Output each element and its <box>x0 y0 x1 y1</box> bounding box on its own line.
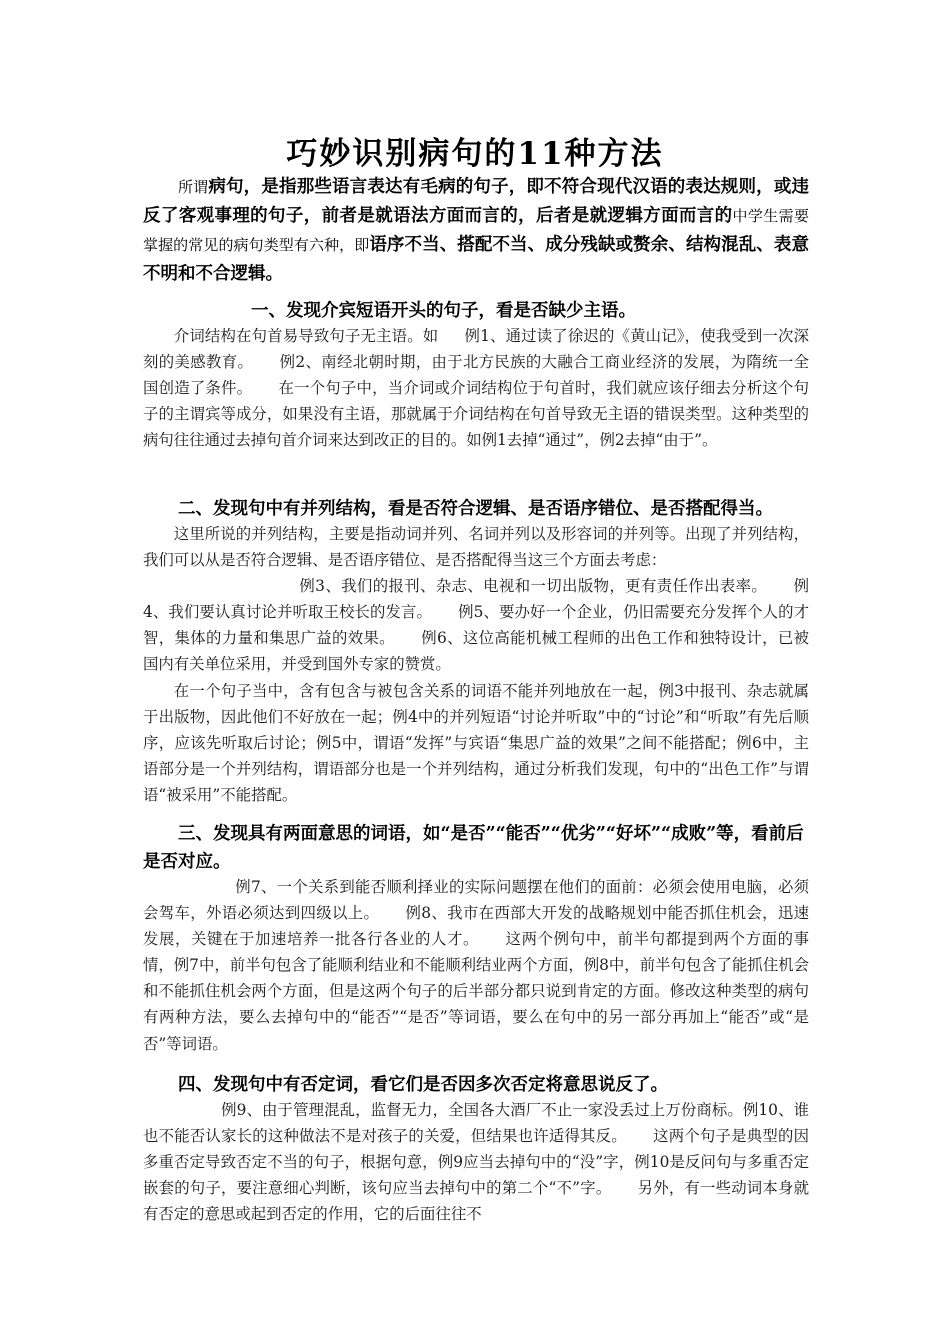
intro-paragraph <box>143 173 809 289</box>
section-3-heading: 三、发现具有两面意思的词语，如“是否”“能否”“优劣”“好坏”“成败”等，看前后是否对应。 <box>143 824 804 872</box>
section-2-intro: 这里所说的并列结构，主要是指动词并列、名词并列以及形容词的并列等。出现了并列结构，我们可以从是否符合逻辑、是否语序错位、是否搭配得当这三个方面去考虑： <box>143 525 809 570</box>
example-7: 例7、一个关系到能否顺利择业的实际问题摆在他们的面前：必须会使用电脑，必须会驾车，外语必须达到四级以上。 <box>143 878 809 923</box>
section-4-body <box>143 1097 809 1227</box>
section-1-analysis: 在一个句子中，当介词或介词结构位于句首时，我们就应该仔细去分析这个句子的主谓宾等成分，如果没有主语，那就属于介词结构在句首导致无主语的错误类型。这种类型的病句往往通过去掉句首介词来达到改正的目的。如例1去掉“通过”，例2去掉“由于”。 <box>143 379 809 450</box>
example-6: 例6、这位高能机械工程师的出色工作和独特设计，已被国内有关单位采用，并受到国外专家的赞赏。 <box>143 629 809 674</box>
example-8: 例8、我市在西部大开发的战略规划中能否抓住机会，迅速发展，关键在于加速培养一批各行各业的人才。 <box>143 904 809 949</box>
document-title: 巧妙识别病句的11种方法 <box>286 136 664 172</box>
intro-types-lead: 中学生需要掌握的常见的病句类型有六种，即 <box>143 207 809 254</box>
section-2-examples <box>143 573 809 677</box>
section-3-body <box>143 874 809 1057</box>
example-5: 例5、要办好一个企业，仍旧需要充分发挥个人的才智，集体的力量和集思广益的效果。 <box>143 603 810 648</box>
example-4: 例4、我们要认真讨论并听取王校长的发言。 <box>143 577 809 622</box>
intro-types: 语序不当、搭配不当、成分残缺或赘余、结构混乱、表意不明和不合逻辑。 <box>143 235 809 284</box>
section-4-heading: 四、发现句中有否定词，看它们是否因多次否定将意思说反了。 <box>178 1075 668 1095</box>
section-3-analysis: 这两个例句中，前半句都提到两个方面的事情，例7中，前半句包含了能顺利结业和不能顺利结业两个方面，例8中，前半句包含了能抓住机会和不能抓住机会两个方面，但是这两个句子的后半部分都只说到肯定的方面。修改这种类型的病句有两种方法，要么去掉句中的“能否”“是否”等词语，要么在句中的另一部分再加上“能否”或“是否”等词语。 <box>143 930 809 1053</box>
intro-lead: 所谓 <box>178 178 209 196</box>
section-1-heading: 一、发现介宾短语开头的句子，看是否缺少主语。 <box>251 301 636 321</box>
section-2-heading: 二、发现句中有并列结构，看是否符合逻辑、是否语序错位、是否搭配得当。 <box>178 499 773 519</box>
example-2: 例2、南经北朝时期，由于北方民族的大融合工商业经济的发展，为隋统一全国创造了条件。 <box>143 353 809 398</box>
section-4-analysis: 这两个句子是典型的因多重否定导致否定不当的句子，根据句意，例9应当去掉句中的“没”字，例10是反问句与多重否定嵌套的句子，要注意细心判断，该句应当去掉句中的第二个“不”字。 <box>143 1127 809 1198</box>
section-1-body <box>143 323 809 453</box>
example-9: 例9、由于管理混乱，监督无力，全国各大酒厂不止一家没丢过上万份商标。 <box>221 1101 743 1119</box>
section-4-continuation: 另外，有一些动词本身就有否定的意思或起到否定的作用，它的后面往往不 <box>143 1179 809 1224</box>
example-10: 例10、谁也不能否认家长的这种做法不是对孩子的关爱，但结果也许适得其反。 <box>143 1101 809 1146</box>
section-2-analysis: 在一个句子当中，含有包含与被包含关系的词语不能并列地放在一起，例3中报刊、杂志就属于出版物，因此他们不好放在一起；例4中的并列短语“讨论并听取”中的“讨论”和“听取”有先后顺序，应该先听取后讨论；例5中，谓语“发挥”与宾语“集思广益的效果”之间不能搭配；例6中，主语部分是一个并列结构，谓语部分也是一个并列结构，通过分析我们发现，句中的“出色工作”与谓语“被采用”不能搭配。 <box>143 681 809 804</box>
example-1: 例1、通过读了徐迟的《黄山记》，使我受到一次深刻的美感教育。 <box>143 327 809 372</box>
section-2-body <box>143 521 809 808</box>
section-1-intro: 介词结构在句首易导致句子无主语。如 <box>173 327 439 345</box>
intro-definition: 病句，是指那些语言表达有毛病的句子，即不符合现代汉语的表达规则，或违反了客观事理的句子，前者是就语法方面而言的，后者是就逻辑方面而言的 <box>143 177 809 226</box>
example-3: 例3、我们的报刊、杂志、电视和一切出版物，更有责任作出表率。 <box>299 577 768 596</box>
